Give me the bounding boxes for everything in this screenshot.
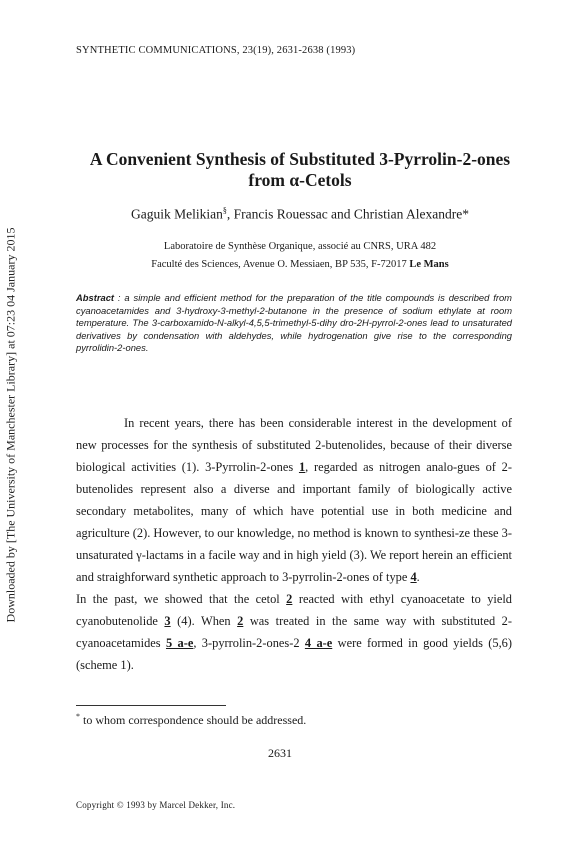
affiliation-city: Le Mans xyxy=(409,259,449,270)
abstract xyxy=(76,292,512,355)
footnote xyxy=(76,712,306,728)
title-line-2: from α-Cetols xyxy=(248,170,352,190)
affiliation-line-1: Laboratoire de Synthèse Organique, associé au CNRS, URA 482 xyxy=(163,241,437,252)
abstract-text: : a simple and efficient method for the preparation of the title compounds is described from cyanoacetamides and 3-hydroxy-3-methyl-2-butanone in the presence of sodium ethylate at room temperature. The 3-carboxamido-N-alkyl-4,5,5-trimethyl-5-dihy dro-2H-pyrrol-2-ones lead to unsaturated derivatives by condensation with aldehydes, while hydrogenation give rise to the corresponding pyrrolidin-2-ones. xyxy=(76,292,512,354)
footnote-mark: * xyxy=(76,712,80,721)
footnote-divider xyxy=(76,705,226,706)
author-1: Gaguik Melikian xyxy=(130,206,223,222)
paragraph-2: In the past, we showed that the cetol 2 reacted with ethyl cyanoacetate to yield cyanobutenolide 3 (4). When 2 was treated in the same way with substituted 2-cyanoacetamides 5 a-e, 3-pyrrolin-2-ones-2 4 a-e were formed in good yields (5,6) (scheme 1). xyxy=(76,592,512,672)
paragraph-1: In recent years, there has been considerable interest in the development of new processes for the synthesis of substituted 2-butenolides, because of their diverse biological activities (1). 3-Pyrrolin-2-ones 1, regarded as nitrogen analo-gues of 2-butenolides represent also a diverse and important family of biologically active secondary metabolites, many of which have potential use in both medicine and agriculture (2). However, to our knowledge, no method is known to synthesi-ze these 3-unsaturated γ-lactams in a facile way and in high yield (3). We report herein an efficient and straighforward synthetic approach to 3-pyrrolin-2-ones of type 4. xyxy=(76,416,513,584)
compound-ref: 4 a-e xyxy=(304,636,333,650)
page-number: 2631 xyxy=(268,746,292,760)
compound-ref: 2 xyxy=(286,592,293,606)
title-line-1: A Convenient Synthesis of Substituted 3-Pyrrolin-2-ones xyxy=(89,149,511,169)
compound-ref: 2 xyxy=(237,614,244,628)
download-watermark xyxy=(2,160,20,690)
authors-rest: , Francis Rouessac and Christian Alexandre xyxy=(226,206,463,222)
author-1-mark: § xyxy=(222,206,227,215)
paper-title xyxy=(40,149,560,191)
compound-ref: 5 a-e xyxy=(165,636,194,650)
corresponding-star: * xyxy=(462,206,470,222)
copyright-notice: Copyright © 1993 by Marcel Dekker, Inc. xyxy=(76,800,236,810)
author-list xyxy=(40,206,560,223)
compound-ref: 3 xyxy=(164,614,171,628)
abstract-label: Abstract xyxy=(76,292,115,303)
affiliation-line-2: Faculté des Sciences, Avenue O. Messiaen, BP 535, F-72017 Le Mans xyxy=(151,259,449,270)
compound-ref: 4 xyxy=(410,570,417,584)
body-text xyxy=(76,412,512,676)
footnote-text: to whom correspondence should be addressed. xyxy=(80,713,307,727)
affiliation xyxy=(40,238,560,274)
download-watermark-text: Downloaded by [The University of Manchester Library] at 07:23 04 January 2015 xyxy=(3,227,18,623)
journal-header: SYNTHETIC COMMUNICATIONS, 23(19), 2631-2638 (1993) xyxy=(76,45,356,56)
compound-ref: 1 xyxy=(298,460,306,474)
